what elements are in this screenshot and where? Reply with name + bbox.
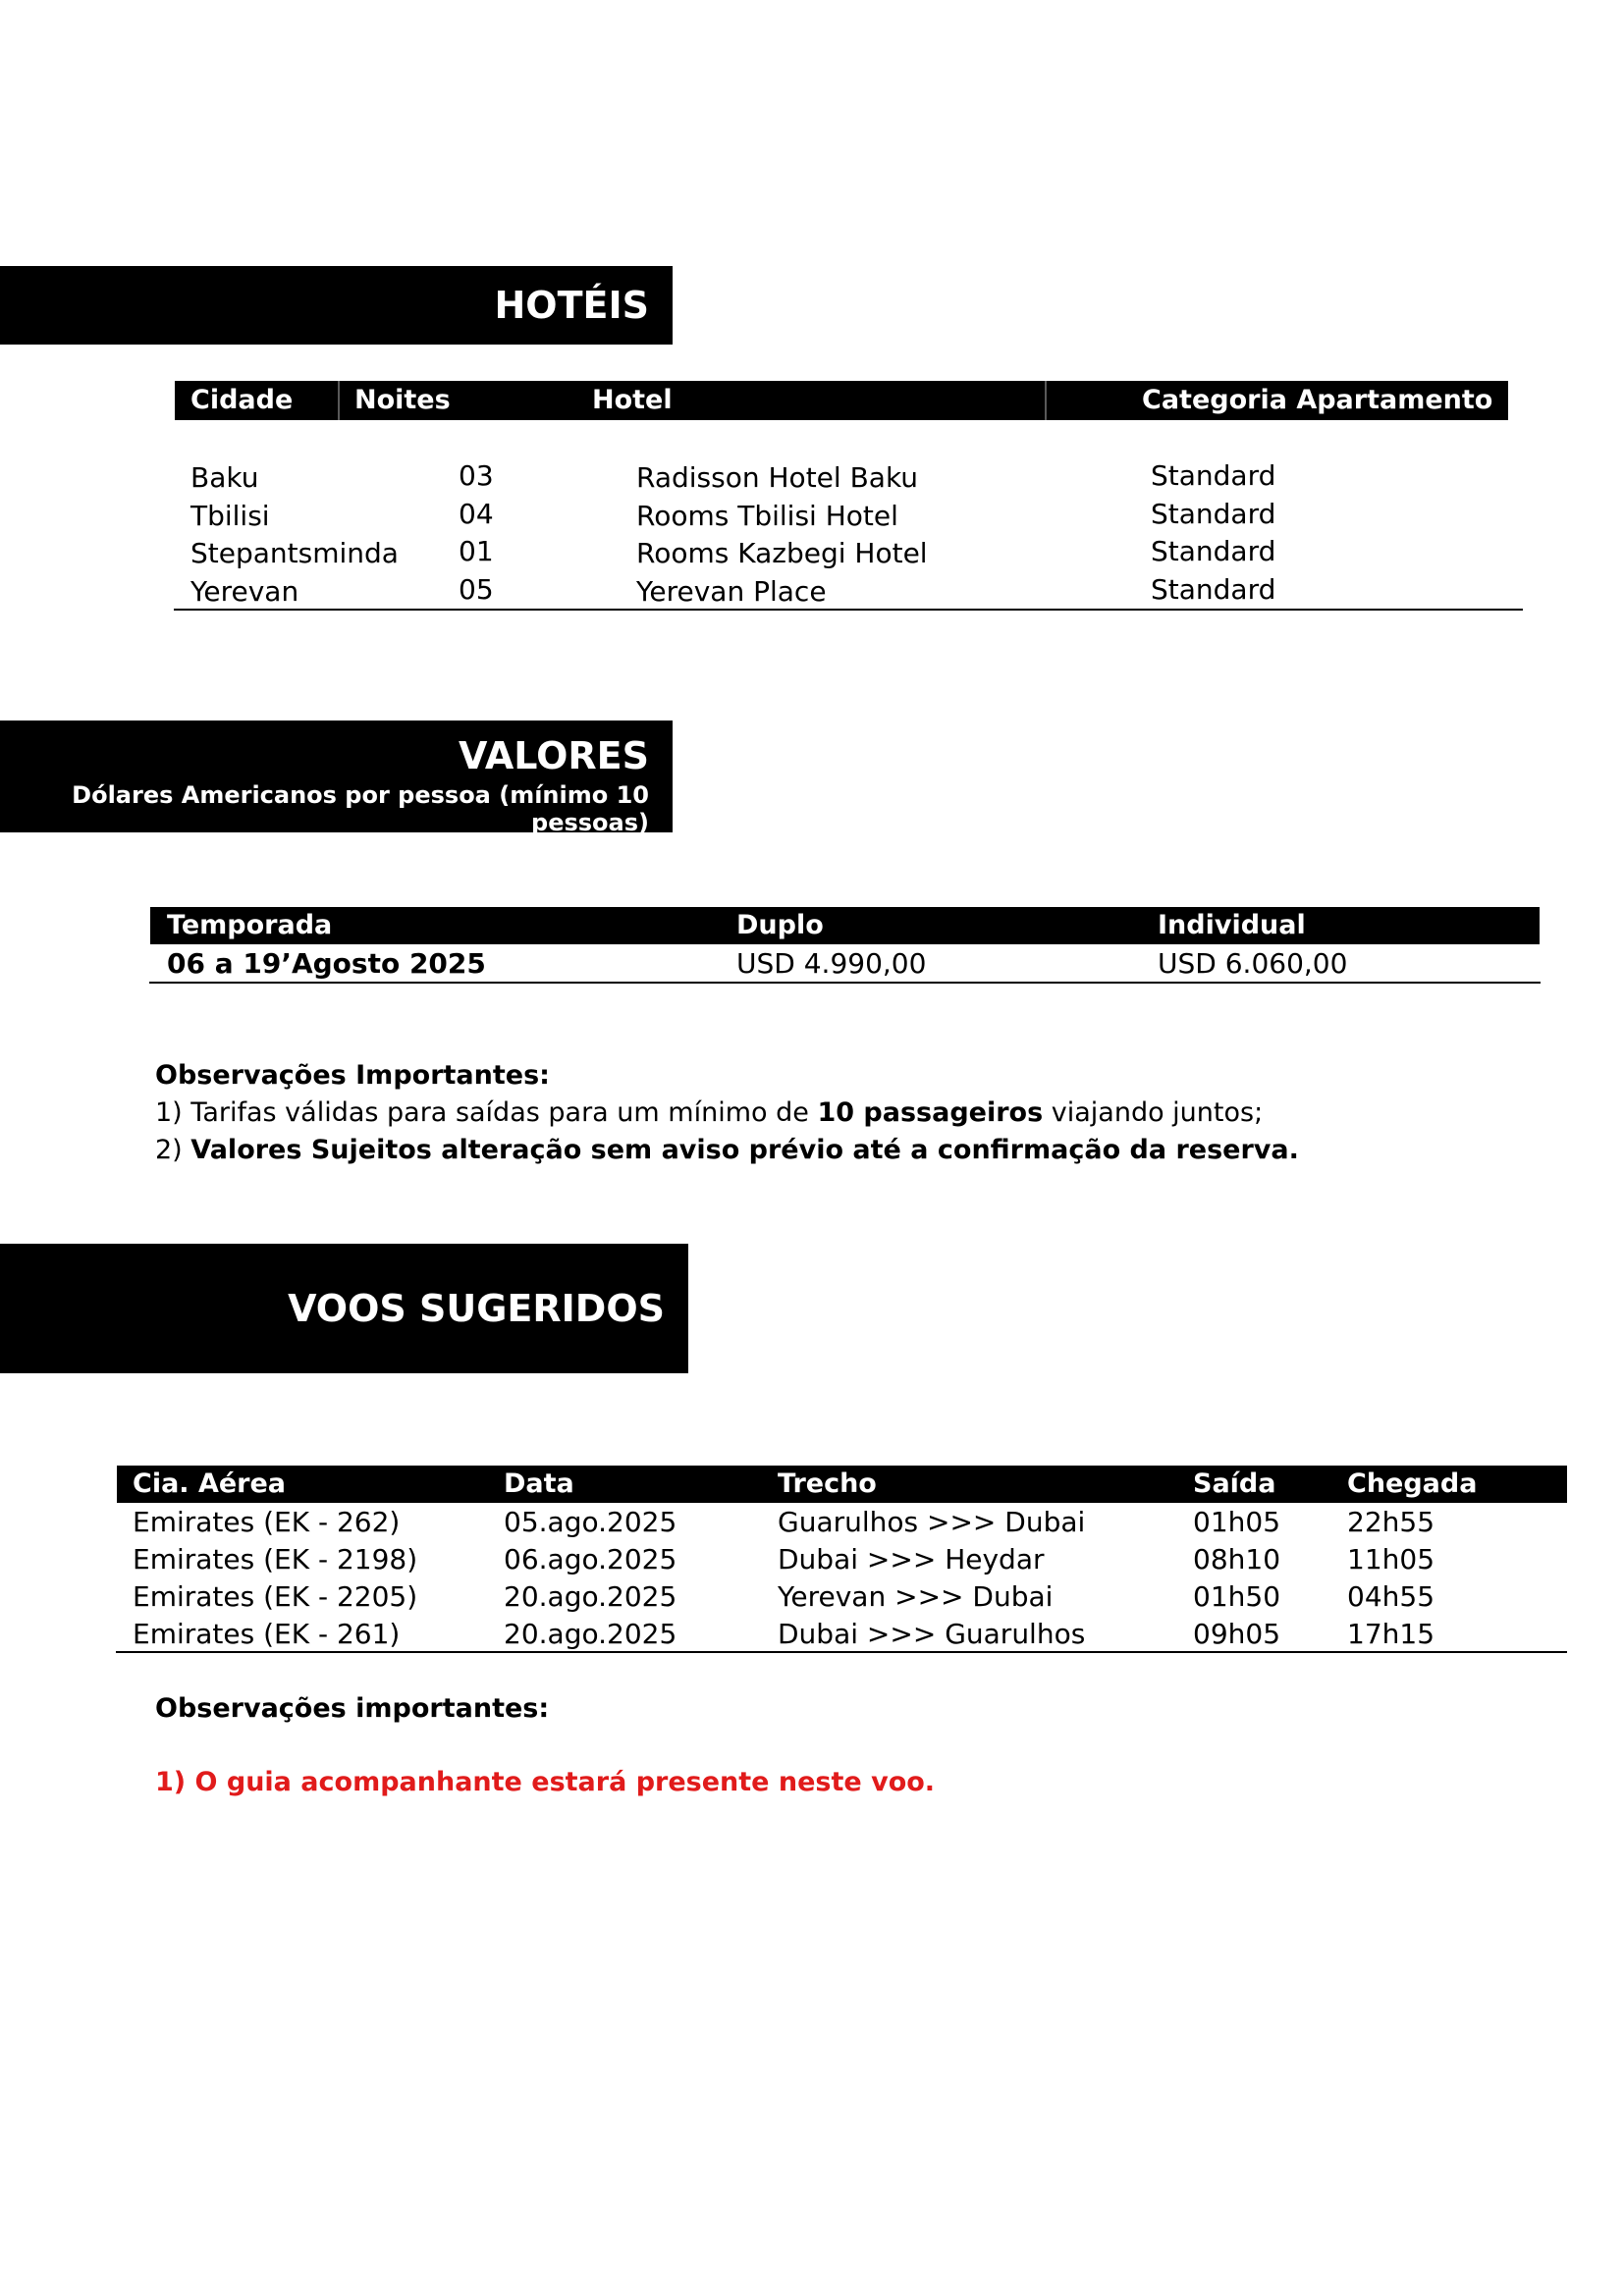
flight-departure: 01h50 — [1193, 1580, 1281, 1613]
values-header-temporada: Temporada — [167, 910, 333, 940]
hotel-category: Standard — [1151, 498, 1276, 530]
flights-header-arrival: Chegada — [1347, 1468, 1478, 1499]
values-subtitle: Dólares Americanos por pessoa (mínimo 10 pessoas) — [72, 781, 649, 836]
flight-departure: 01h05 — [1193, 1506, 1281, 1538]
hotels-banner — [0, 266, 673, 345]
flight-route: Dubai >>> Heydar — [778, 1543, 1045, 1575]
flight-date: 20.ago.2025 — [504, 1618, 677, 1650]
flight-arrival: 22h55 — [1347, 1506, 1435, 1538]
hotels-table-header — [175, 381, 1508, 420]
hotel-nights: 05 — [459, 573, 494, 606]
flight-airline: Emirates (EK - 261) — [133, 1618, 401, 1650]
hotel-name: Rooms Kazbegi Hotel — [636, 537, 928, 569]
flight-arrival: 04h55 — [1347, 1580, 1435, 1613]
hotels-header-cidade: Cidade — [190, 385, 294, 415]
flight-arrival: 11h05 — [1347, 1543, 1435, 1575]
values-banner — [0, 721, 673, 836]
flights-header-route: Trecho — [778, 1468, 877, 1499]
flights-header-departure: Saída — [1193, 1468, 1276, 1499]
values-title: VALORES — [459, 734, 649, 777]
values-note-2-bold: Valores Sujeitos alteração sem aviso prévio até a confirmação da reserva. — [190, 1135, 1299, 1165]
flight-airline: Emirates (EK - 2198) — [133, 1543, 418, 1575]
flight-airline: Emirates (EK - 262) — [133, 1506, 401, 1538]
flight-route: Guarulhos >>> Dubai — [778, 1506, 1086, 1538]
values-note-2-text: 2) — [155, 1135, 191, 1165]
flights-header-airline: Cia. Aérea — [133, 1468, 287, 1499]
flights-banner — [0, 1244, 688, 1373]
flight-date: 20.ago.2025 — [504, 1580, 677, 1613]
flight-route: Yerevan >>> Dubai — [778, 1580, 1054, 1613]
hotel-name: Radisson Hotel Baku — [636, 461, 919, 494]
flight-route: Dubai >>> Guarulhos — [778, 1618, 1086, 1650]
hotel-city: Baku — [190, 461, 259, 494]
hotel-name: Yerevan Place — [636, 575, 827, 608]
flight-departure: 09h05 — [1193, 1618, 1281, 1650]
values-notes-title: Observações Importantes: — [155, 1060, 550, 1091]
flights-title: VOOS SUGERIDOS — [288, 1287, 665, 1330]
values-note-1-tail: viajando juntos; — [1043, 1097, 1264, 1128]
values-note-1-text: 1) Tarifas válidas para saídas para um mínimo de — [155, 1097, 818, 1128]
values-table-header — [150, 907, 1540, 944]
flight-departure: 08h10 — [1193, 1543, 1281, 1575]
flight-arrival: 17h15 — [1347, 1618, 1435, 1650]
values-header-individual: Individual — [1158, 910, 1306, 940]
flight-date: 06.ago.2025 — [504, 1543, 677, 1575]
hotel-name: Rooms Tbilisi Hotel — [636, 500, 898, 532]
values-header-duplo: Duplo — [736, 910, 824, 940]
flight-airline: Emirates (EK - 2205) — [133, 1580, 418, 1613]
values-single: USD 6.060,00 — [1158, 947, 1348, 980]
values-note-1-bold: 10 passageiros — [817, 1097, 1044, 1128]
hotel-city: Tbilisi — [190, 500, 270, 532]
values-double: USD 4.990,00 — [736, 947, 927, 980]
hotel-category: Standard — [1151, 535, 1276, 567]
values-season: 06 a 19’Agosto 2025 — [167, 947, 486, 980]
values-note-2 — [155, 1135, 1299, 1165]
hotel-nights: 01 — [459, 535, 494, 567]
flights-notes-title: Observações importantes: — [155, 1693, 550, 1724]
values-table-bottom-rule — [149, 982, 1541, 984]
flights-header-date: Data — [504, 1468, 574, 1499]
hotel-category: Standard — [1151, 459, 1276, 492]
hotel-city: Yerevan — [190, 575, 299, 608]
hotels-header-hotel: Hotel — [592, 385, 673, 415]
hotel-nights: 04 — [459, 498, 494, 530]
hotels-header-categoria: Categoria Apartamento — [1142, 385, 1493, 415]
hotel-city: Stepantsminda — [190, 537, 399, 569]
hotels-title: HOTÉIS — [494, 284, 649, 327]
flights-table-header — [117, 1466, 1567, 1503]
hotels-table-bottom-rule — [174, 609, 1523, 611]
flights-note-guide: 1) O guia acompanhante estará presente neste voo. — [155, 1767, 936, 1797]
hotel-nights: 03 — [459, 459, 494, 492]
hotels-header-noites: Noites — [354, 385, 451, 415]
values-note-1 — [155, 1097, 1263, 1128]
flight-date: 05.ago.2025 — [504, 1506, 677, 1538]
hotel-category: Standard — [1151, 573, 1276, 606]
flights-table-bottom-rule — [116, 1651, 1567, 1653]
